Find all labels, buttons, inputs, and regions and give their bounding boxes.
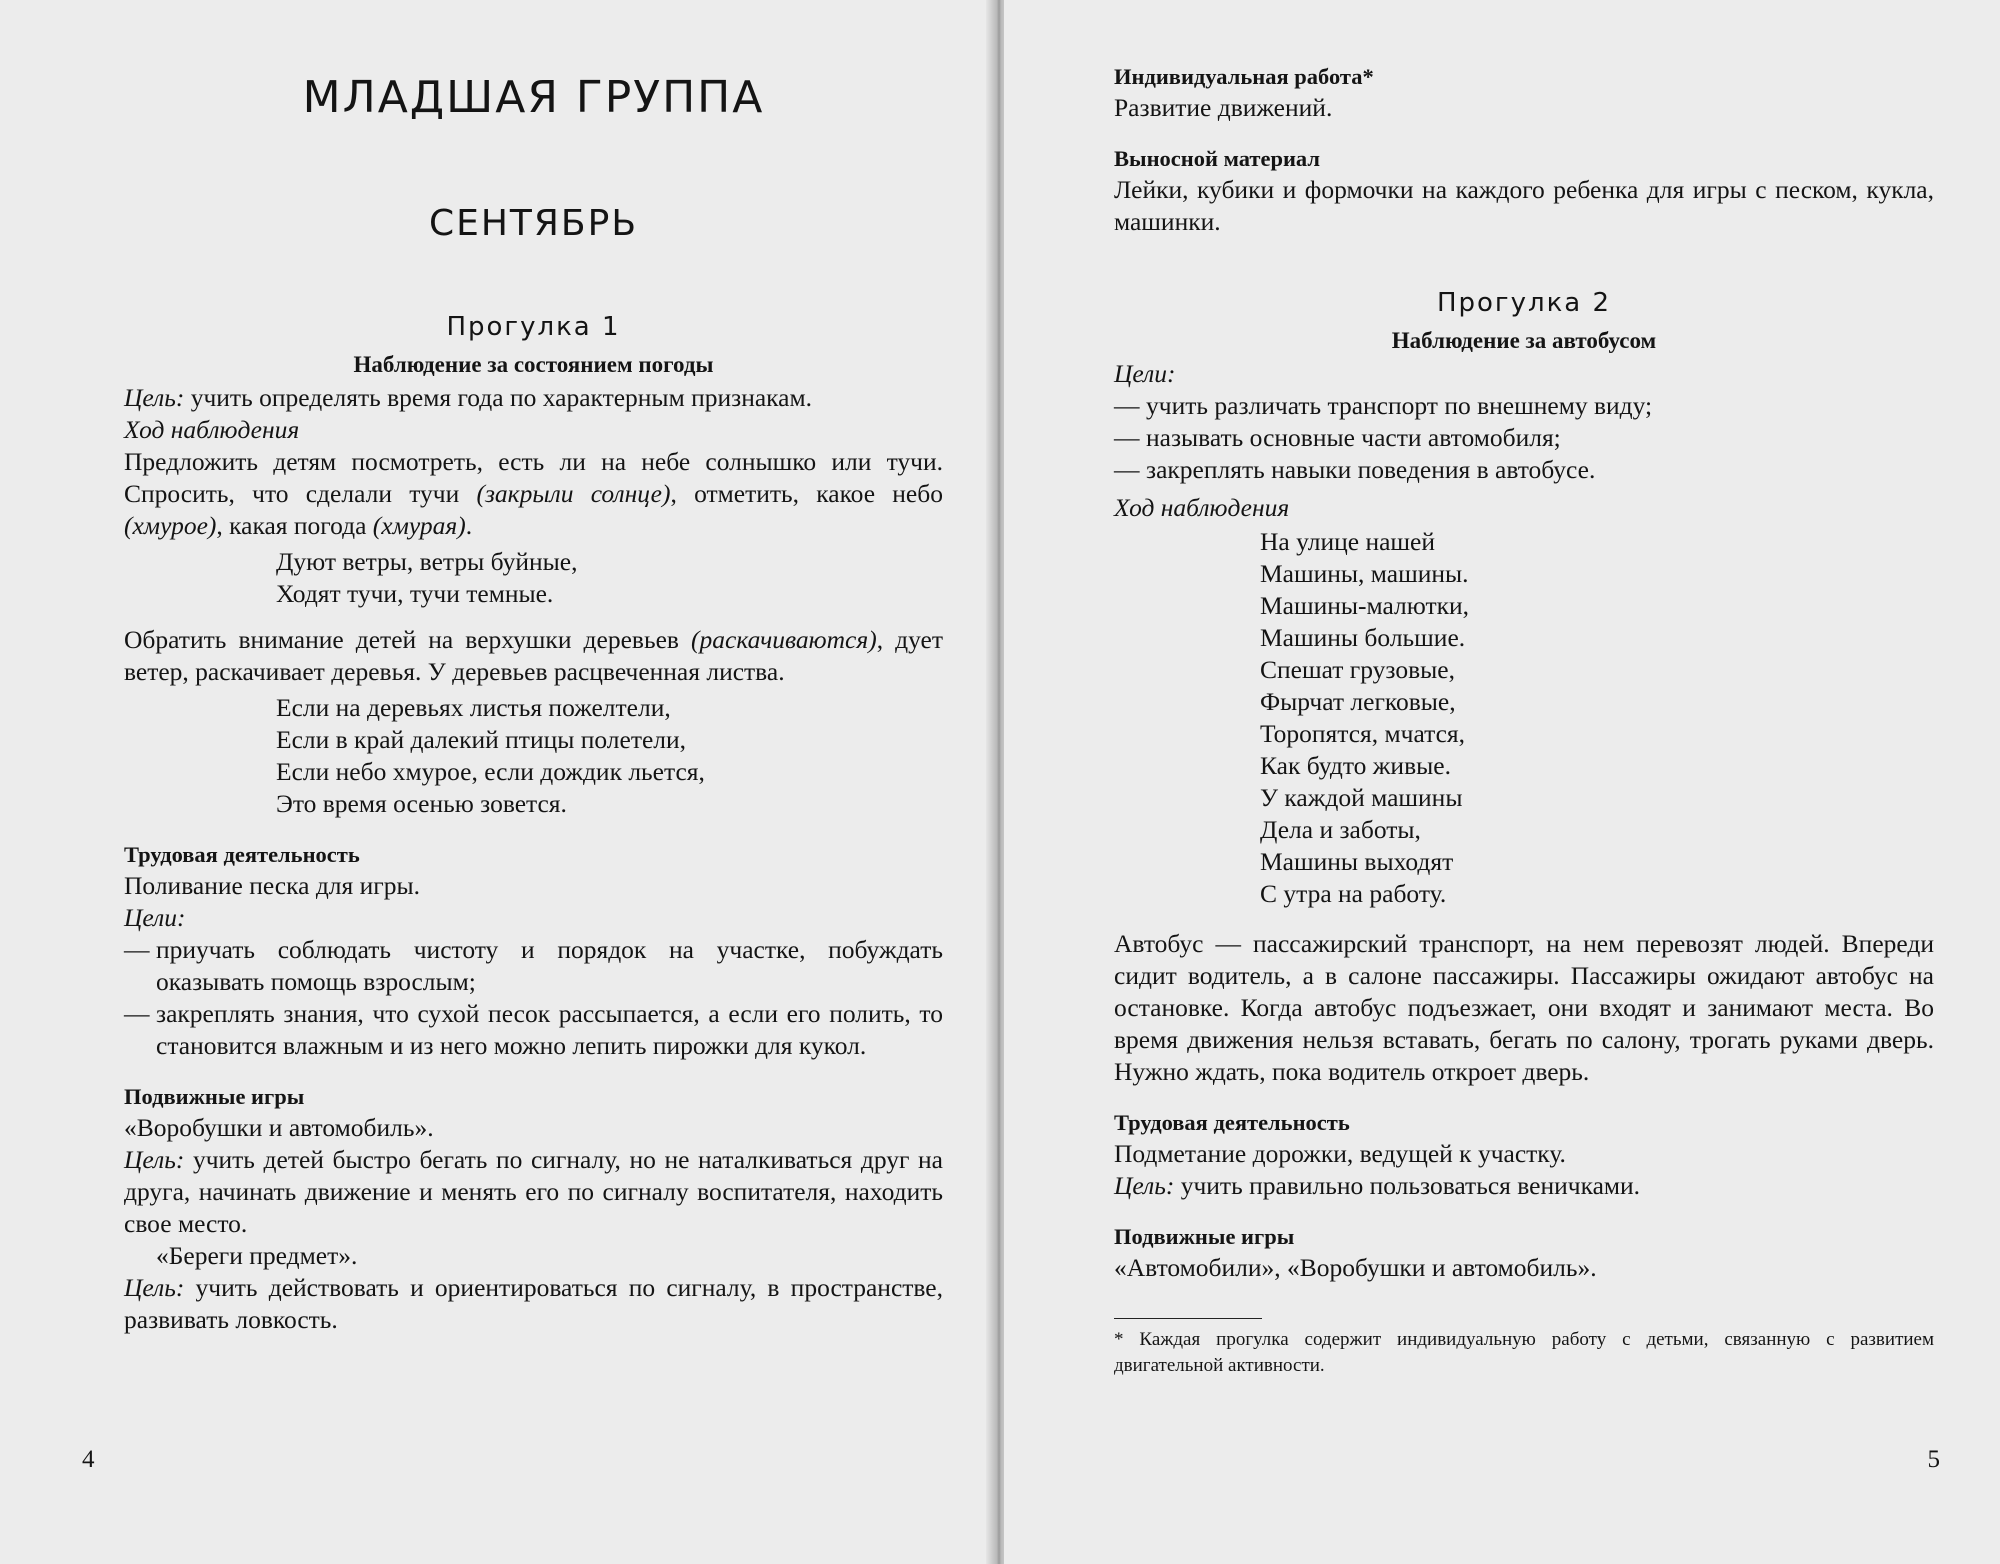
bus-paragraph: Автобус — пассажирский транспорт, на нем перевозят людей. Впереди сидит водитель, а в салоне пассажиры. Пассажиры ожидают автобус на остановке. Когда автобус подъезжает, они входят и занимают места. Во время движения нельзя вставать, бегать по салону, трогать руками дверь. Нужно ждать, пока водитель откроет дверь. bbox=[1114, 929, 1934, 1086]
game-2-goal bbox=[124, 1272, 943, 1336]
game-1-goal-text: учить детей быстро бегать по сигналу, но не наталкиваться друг на друга, начинать движение и менять его по сигналу воспитателя, находить свое место. bbox=[124, 1145, 943, 1238]
poem-line: Машины большие. bbox=[1260, 623, 1466, 652]
walk-title: Прогулка 1 bbox=[446, 312, 621, 342]
left-page bbox=[0, 0, 998, 1564]
labor-heading: Трудовая деятельность bbox=[1114, 1110, 1350, 1135]
text-run-italic: (хмурая) bbox=[372, 511, 466, 540]
poem-line: Если небо хмурое, если дождик льется, bbox=[276, 757, 705, 786]
text-run: Предложить детям посмотреть, есть ли на небе солнышко или тучи. Спросить, что сделали тучи bbox=[124, 447, 943, 508]
text-run-italic: (закрыли солнце) bbox=[476, 479, 671, 508]
poem-line: С утра на работу. bbox=[1260, 879, 1447, 908]
right-page bbox=[1004, 0, 2000, 1564]
poem-line: Ходят тучи, тучи темные. bbox=[276, 579, 554, 608]
games-heading: Подвижные игры bbox=[1114, 1224, 1295, 1249]
month-title: СЕНТЯБРЬ bbox=[428, 203, 639, 244]
labor-text: Поливание песка для игры. bbox=[124, 871, 420, 900]
poem-line: Машины выходят bbox=[1260, 847, 1454, 876]
labor-text: Подметание дорожки, ведущей к участку. bbox=[1114, 1139, 1566, 1168]
poem-line: Спешат грузовые, bbox=[1260, 655, 1455, 684]
page-number: 4 bbox=[82, 1446, 95, 1473]
text-run: . bbox=[465, 511, 473, 540]
text-run: Обратить внимание детей на верхушки деревьев bbox=[124, 625, 692, 654]
goal-label: Цель: bbox=[124, 1145, 185, 1174]
poem-1 bbox=[124, 546, 943, 610]
goal-text: учить определять время года по характерным признакам. bbox=[190, 383, 812, 412]
walk-title: Прогулка 2 bbox=[1436, 288, 1612, 318]
goals-label: Цели: bbox=[1114, 359, 1176, 388]
progress-label: Ход наблюдения bbox=[1114, 493, 1290, 522]
material-heading: Выносной материал bbox=[1114, 146, 1321, 171]
poem-line: Дела и заботы, bbox=[1260, 815, 1421, 844]
footnote: * Каждая прогулка содержит индивидуальную работу с детьми, связанную с развитием двигательной активности. bbox=[1114, 1329, 1934, 1376]
observation-paragraph-2 bbox=[124, 624, 943, 688]
poem-line: Машины-малютки, bbox=[1260, 591, 1470, 620]
progress-label: Ход наблюдения bbox=[124, 415, 300, 444]
text-run: , отметить, какое небо bbox=[670, 479, 943, 508]
goals-list bbox=[1114, 390, 1934, 486]
poem-line: Это время осенью зовется. bbox=[276, 789, 567, 818]
poem-line: На улице нашей bbox=[1260, 527, 1436, 556]
list-item: — закреплять навыки поведения в автобусе. bbox=[1114, 454, 1934, 486]
list-item: — называть основные части автомобиля; bbox=[1114, 422, 1934, 454]
goal-label: Цель: bbox=[1114, 1171, 1175, 1200]
poem-line: Дуют ветры, ветры буйные, bbox=[276, 547, 578, 576]
text-run: , дует ветер, раскачивает деревья. У деревьев расцвеченная листва. bbox=[124, 625, 944, 686]
goals-label: Цели: bbox=[124, 903, 186, 932]
poem-2 bbox=[124, 692, 943, 820]
game-1-goal bbox=[124, 1144, 943, 1240]
labor-goal-text: учить правильно пользоваться веничками. bbox=[1180, 1171, 1641, 1200]
text-run-italic: (раскачиваются) bbox=[691, 625, 877, 654]
poem-3 bbox=[1114, 526, 1934, 910]
observation-title: Наблюдение за автобусом bbox=[1391, 328, 1657, 353]
text-run: , какая погода bbox=[216, 511, 373, 540]
section-title: МЛАДШАЯ ГРУППА bbox=[302, 72, 765, 123]
games-text: «Автомобили», «Воробушки и автомобиль». bbox=[1114, 1253, 1597, 1282]
labor-goals-list bbox=[124, 934, 943, 1062]
game-1: «Воробушки и автомобиль». bbox=[124, 1113, 434, 1142]
poem-line: Если на деревьях листья пожелтели, bbox=[276, 693, 671, 722]
list-item: — закреплять знания, что сухой песок рассыпается, а если его полить, то становится влажным и из него можно лепить пирожки для кукол. bbox=[124, 998, 943, 1062]
text-run-italic: (хмурое) bbox=[124, 511, 217, 540]
list-item: — учить различать транспорт по внешнему виду; bbox=[1114, 390, 1934, 422]
individual-work-heading: Индивидуальная работа* bbox=[1114, 64, 1374, 89]
goal-label: Цель: bbox=[124, 1273, 185, 1302]
poem-line: Как будто живые. bbox=[1260, 751, 1451, 780]
poem-line: Машины, машины. bbox=[1260, 559, 1469, 588]
page-number: 5 bbox=[1927, 1446, 1940, 1473]
goal-paragraph bbox=[124, 382, 943, 414]
labor-goal bbox=[1114, 1170, 1934, 1202]
observation-title: Наблюдение за состоянием погоды bbox=[353, 352, 714, 377]
footnote-rule bbox=[1114, 1318, 1262, 1319]
poem-line: Фырчат легковые, bbox=[1260, 687, 1456, 716]
observation-paragraph-1 bbox=[124, 446, 943, 542]
goal-label: Цель: bbox=[124, 383, 185, 412]
games-heading: Подвижные игры bbox=[124, 1084, 305, 1109]
poem-line: У каждой машины bbox=[1260, 783, 1463, 812]
labor-heading: Трудовая деятельность bbox=[124, 842, 360, 867]
material-text: Лейки, кубики и формочки на каждого ребенка для игры с песком, кукла, машинки. bbox=[1114, 175, 1934, 236]
poem-line: Если в край далекий птицы полетели, bbox=[276, 725, 687, 754]
poem-line: Торопятся, мчатся, bbox=[1260, 719, 1466, 748]
individual-work-text: Развитие движений. bbox=[1114, 93, 1333, 122]
list-item: — приучать соблюдать чистоту и порядок на участке, побуждать оказывать помощь взрослым; bbox=[124, 934, 943, 998]
game-2: «Береги предмет». bbox=[156, 1241, 358, 1270]
game-2-goal-text: учить действовать и ориентироваться по сигналу, в пространстве, развивать ловкость. bbox=[124, 1273, 943, 1334]
